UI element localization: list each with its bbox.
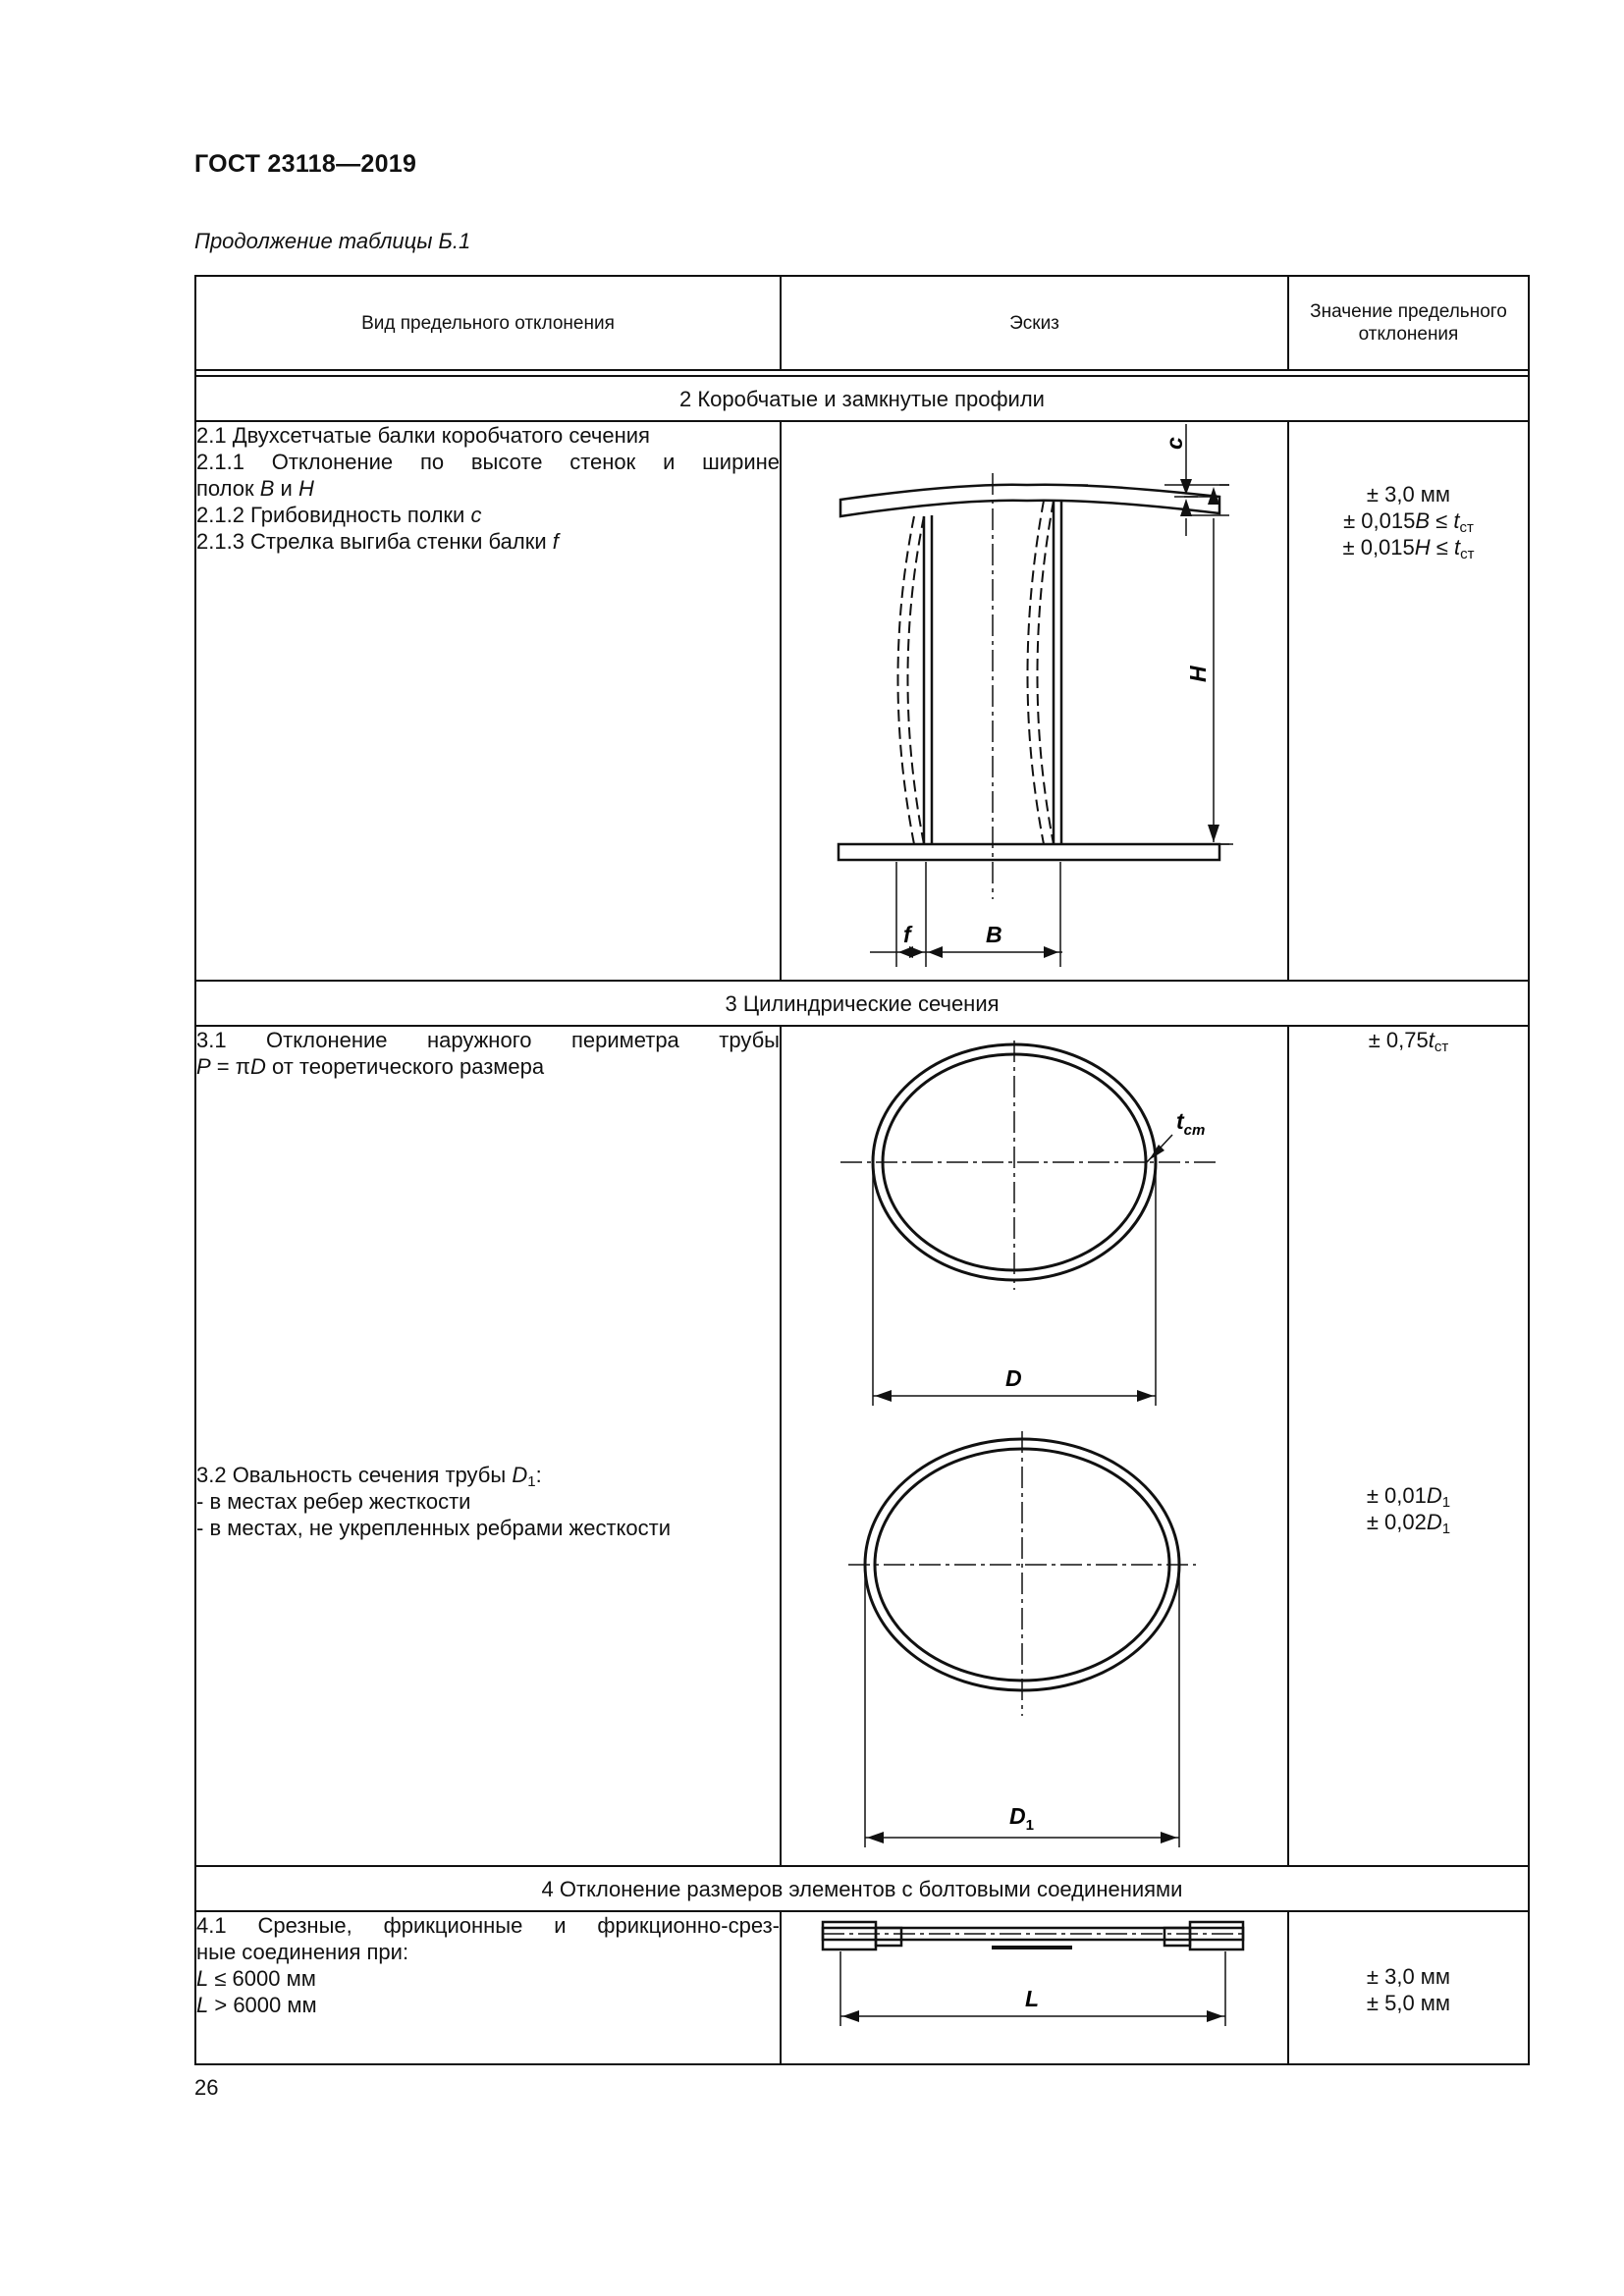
table-caption: Продолжение таблицы Б.1 — [194, 229, 471, 253]
table-row — [195, 1026, 1529, 1866]
label-h: H — [1185, 666, 1211, 682]
bolted-joint-diagram — [782, 1912, 1285, 2061]
box-beam-diagram — [782, 422, 1285, 978]
pipe-sections-diagram — [782, 1027, 1285, 1863]
sketch-cylinder-sections — [781, 1026, 1288, 1866]
deviation-values: ± 3,0 мм ± 5,0 мм — [1288, 1911, 1529, 2064]
table-header-row — [195, 276, 1529, 370]
deviation-description: 2.1 Двухсетчатые балки коробчатого сечения 2.1.1 Отклонение по высоте стенок и ширине полок B и H 2.1.2 Грибовидность полки c 2.1.3 Стрелка выгиба стенки балки f — [195, 421, 781, 981]
label-b: B — [986, 922, 1002, 947]
section-title: 3 Цилиндрические сечения — [195, 981, 1529, 1026]
label-c: c — [1162, 437, 1187, 450]
table-row — [195, 421, 1529, 981]
tolerance-table — [194, 275, 1530, 2065]
document-code: ГОСТ 23118—2019 — [194, 150, 417, 178]
table-row — [195, 1911, 1529, 2064]
section-row — [195, 376, 1529, 421]
sketch-bolted-joint — [781, 1911, 1288, 2064]
column-header-value: Значение предельного отклонения — [1288, 276, 1529, 370]
label-t-wall: $t_{ст}$ — [1176, 1108, 1206, 1139]
label-l: L — [1025, 1986, 1040, 2011]
section-row — [195, 1866, 1529, 1911]
deviation-description: 4.1 Срезные, фрикционные и фрикционно-срез- ные соединения при: L ≤ 6000 мм L > 6000 мм — [195, 1911, 781, 2064]
page-number: 26 — [194, 2075, 219, 2100]
label-d: D — [1005, 1365, 1022, 1391]
section-row — [195, 981, 1529, 1026]
deviation-values: ± $0,75t_{ст}$ ± $0,01D_1$ ± $0,02D_1$ — [1288, 1026, 1529, 1866]
column-header-sketch: Эскиз — [781, 276, 1288, 370]
section-title: 4 Отклонение размеров элементов с болтовыми соединениями — [195, 1866, 1529, 1911]
sketch-box-beam — [781, 421, 1288, 981]
deviation-description: 3.1 Отклонение наружного периметра трубы P = πD от теоретического размера 3.2 Овальность сечения трубы $D_1$: - в местах ребер жесткости - в местах, не укрепленных ребрами жесткости — [195, 1026, 781, 1866]
column-header-deviation-type: Вид предельного отклонения — [195, 276, 781, 370]
label-f: f — [903, 922, 911, 947]
label-d1: $D_1$ — [1009, 1803, 1034, 1834]
section-title: 2 Коробчатые и замкнутые профили — [195, 376, 1529, 421]
deviation-values: ± 3,0 мм ± $0,015B \le t_{ст}$ ± $0,015H \le t_{ст}$ — [1288, 421, 1529, 981]
